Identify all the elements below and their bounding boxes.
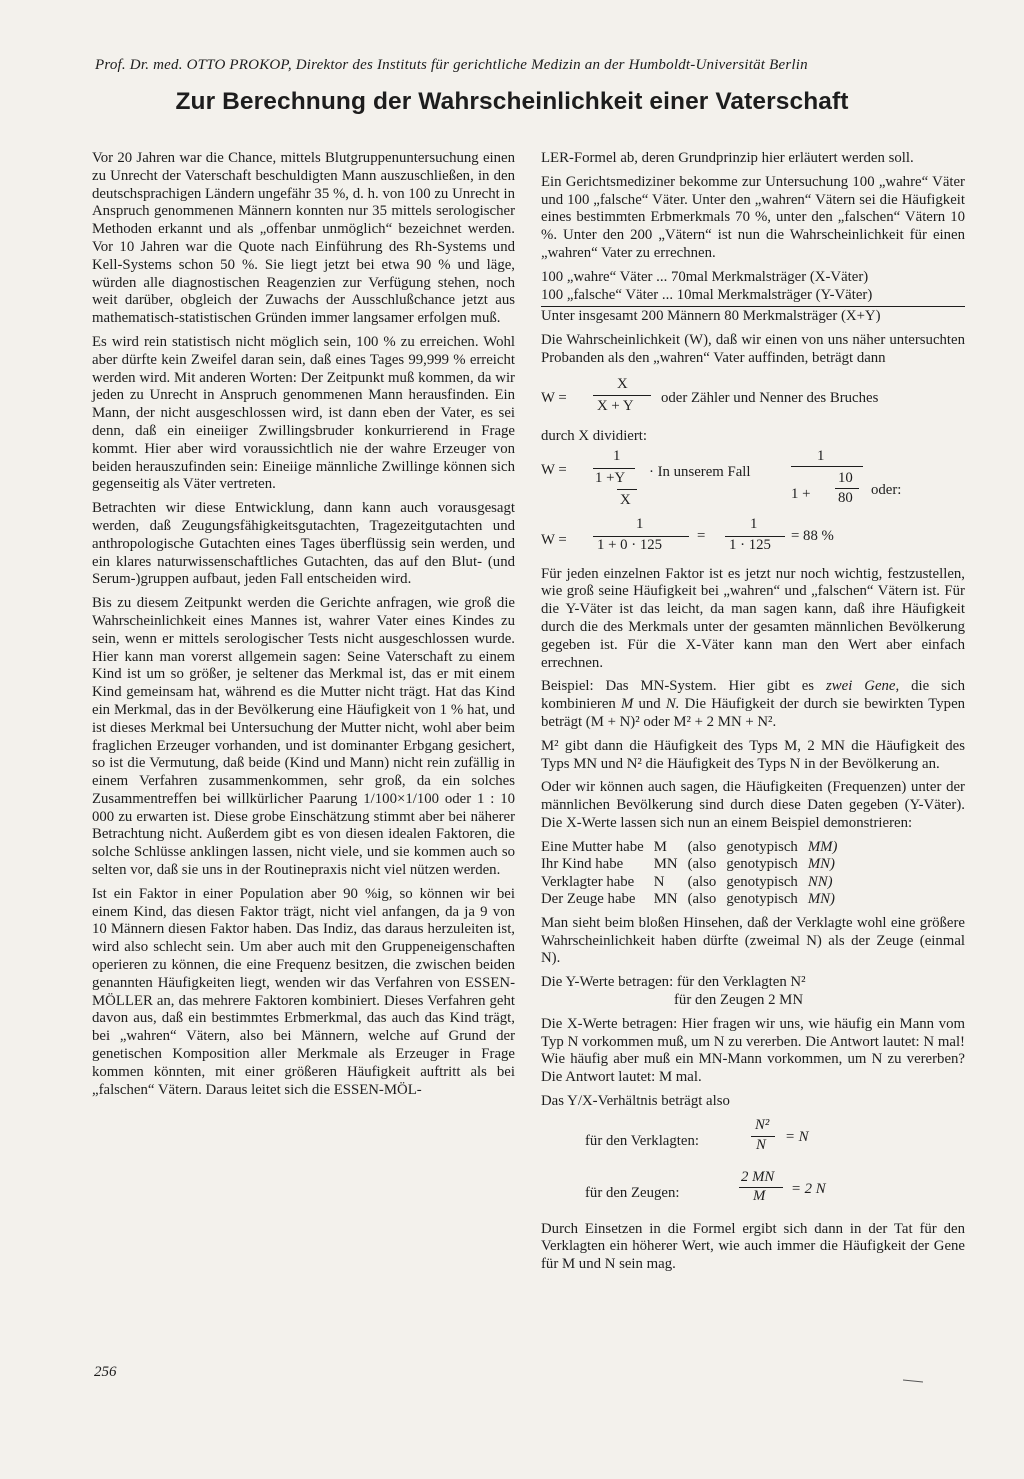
table-cell-code: MN) (807, 891, 835, 908)
formula-denominator-b: X (620, 491, 631, 508)
margin-mark (903, 1379, 923, 1383)
text-segment: Beispiel: Das MN-System. Hier gibt es (541, 678, 815, 695)
stat-line-total: Unter insgesamt 200 Männern 80 Merkmalsträger (X+Y) (541, 306, 965, 326)
paragraph: Ist ein Faktor in einer Population aber 90 %ig, so können wir bei einem Kind, das diesen Faktor trägt, nicht viel anfangen, da ja 9 von 10 Männern diesen Faktor haben. Das Indiz, das daraus herzuleiten ist, wird also schlecht sein. Um aber auch mit den Gruppeneigenschaften operieren zu können, die eine Frequenz besitzen, die zwischen beiden genannten Häufigkeiten liegt, wenden wir das Verfahren von ESSEN-MÖLLER an, das mehrere Faktoren kombiniert. Dieses Verfahren geht davon aus, daß ein bestimmtes Erbmerkmal, das auch das Kind trägt, bei „wahren“ Vätern, also bei Männern, welche auf Grund der genetischen Komposition aller Merkmale als Erzeuger in Frage kommen könnten, mit einer größeren Häufigkeit auftritt als bei „falschen“ Vätern. Daraus leitet sich die ESSEN-MÖL- (92, 885, 515, 1098)
paragraph: Durch Einsetzen in die Formel ergibt sich dann in der Tat für den Verklagten ein höherer Wert, wie auch immer die Häufigkeit der Gene für M und N sein mag. (541, 1220, 965, 1273)
ratio-denominator: M (753, 1187, 766, 1204)
fraction-bar (593, 395, 651, 396)
paragraph: Für jeden einzelnen Faktor ist es jetzt nur noch wichtig, festzustellen, wie groß seine Häufigkeit bei „wahren“ und „falschen“ Vätern ist. Für die Y-Väter ist das leicht, da man sagen kann, daß ihre Häufigkeit durch die des Merkmals unter der gesamten männlichen Bevölkerung gegeben ist. Für die X-Väter kann man den Wert aber einfach errechnen. (541, 565, 965, 671)
formula-result: = 88 % (791, 527, 834, 544)
paragraph: Vor 20 Jahren war die Chance, mittels Blutgruppenuntersuchung einen zu Unrecht der Vaterschaft beschuldigten Mann auszuschließen, in den deutschsprachigen Ländern ungefähr 35 %, d. h. von 100 zu Unrecht in Anspruch genommenen Männern konnten nur 35 mittels serologischer Methoden erkannt und als „offenbar unmöglich“ bezeichnet werden. Vor 10 Jahren war die Quote nach Einführung des Rh-Systems und Kell-Systems schon 50 %. Sie liegt jetzt bei etwa 90 % und läge, würden alle diagnostischen Reagenzien zur Verfügung stehen, noch weit darüber, obgleich der Zuwachs der Ausschlußchance jetzt aus mathematisch-statistischen Gründen immer langsamer erfolgen muß. (92, 150, 515, 327)
table-cell-role: Der Zeuge habe (541, 891, 636, 908)
paragraph: Es wird rein statistisch nicht möglich sein, 100 % zu erreichen. Wohl aber dürfte kein Zweifel daran sein, daß eines Tages 99,999 % erreicht werden wird. Mit anderen Worten: Der Zeitpunkt muß kommen, da wir jeden zu Unrecht in Anspruch genommenen Mann herausfinden. Ein Mann, der nicht ausgeschlossen wird, ist dann eben der Vater, es sei denn, daß ein eineiiger Zwillingsbruder konkurrierend in Frage kommt. Hier aber wird voraussichtlich nie der wahre Erzeuger von beiden herauszufinden sein: Eineiige männliche Zwillinge können sich gegenseitig als Väter vertreten. (92, 333, 515, 493)
formula-text: oder Zähler und Nenner des Bruches (661, 389, 879, 406)
table-cell-geno: genotypisch (726, 873, 798, 890)
ratio-result: = 2 N (791, 1180, 826, 1197)
y-values-line: Die Y-Werte betragen: für den Verklagten N² (541, 974, 806, 991)
formula-w-divided (541, 447, 965, 518)
formula-text: · In unserem Fall (649, 463, 751, 480)
formula-denominator-2: 1 · 125 (729, 536, 771, 553)
table-cell-also: (also (687, 838, 717, 855)
table-cell-role: Ihr Kind habe (541, 856, 624, 873)
table-cell-type: MN (653, 891, 678, 908)
ratio-numerator: N² (755, 1116, 770, 1133)
paragraph: Ein Gerichtsmediziner bekomme zur Untersuchung 100 „wahre“ Väter und 100 „falsche“ Väter. Unter den „wahren“ Vätern sei die Häufigkeit eines bestimmten Erbmerkmals 70 %, unter den „falschen“ Vätern 10 %. Unter den 200 „Vätern“ ist nun die Wahrscheinlichkeit für einen „wahren“ Vater zu errechnen. (541, 173, 965, 261)
formula-sub-numerator: 10 (838, 469, 853, 486)
text-segment: Die Häufigkeit der durch sie bewirkten Typen beträgt (M + N)² oder M² + 2 MN + N². (541, 696, 966, 730)
formula-lhs: W = (541, 531, 567, 548)
ratio-label: für den Verklagten: (585, 1132, 699, 1149)
formula-equals: = (697, 527, 706, 544)
stat-line-false-fathers: 100 „falsche“ Väter ... 10mal Merkmalsträger (Y-Väter) (541, 286, 873, 303)
text-emphasis: zwei Gene, (826, 678, 900, 695)
author-byline: Prof. Dr. med. OTTO PROKOP, Direktor des Instituts für gerichtliche Medizin an der Humboldt-Universität Berlin (95, 57, 808, 73)
formula-numerator-2: 1 (750, 515, 758, 532)
formula-numerator-2: 1 (817, 447, 825, 464)
father-statistics (541, 269, 965, 326)
page-number: 256 (94, 1364, 117, 1380)
table-cell-role: Eine Mutter habe (541, 838, 644, 855)
formula-w-result (541, 515, 965, 558)
fraction-bar (617, 489, 637, 490)
formula-tail: oder: (871, 481, 902, 498)
table-row (541, 874, 837, 892)
text-emphasis: M (620, 696, 634, 713)
right-column (541, 150, 965, 1280)
stat-line-true-fathers: 100 „wahre“ Väter ... 70mal Merkmalsträger (X-Väter) (541, 268, 869, 285)
formula-numerator: 1 (636, 515, 644, 532)
table-cell-geno: genotypisch (726, 838, 798, 855)
text-segment: und (638, 696, 661, 713)
formula-numerator: X (617, 375, 628, 392)
paragraph: Das Y/X-Verhältnis beträgt also (541, 1092, 730, 1109)
table-cell-geno: genotypisch (726, 891, 798, 908)
formula-numerator: 1 (613, 447, 621, 464)
fraction-bar (835, 488, 859, 489)
table-cell-type: MN (653, 856, 678, 873)
table-cell-also: (also (687, 873, 717, 890)
ratio-label: für den Zeugen: (585, 1184, 680, 1201)
y-values-line: für den Zeugen 2 MN (674, 991, 804, 1008)
ratio-denominator: N (756, 1136, 766, 1153)
paragraph: LER-Formel ab, deren Grundprinzip hier erläutert werden soll. (541, 150, 914, 166)
ratio-numerator: 2 MN (741, 1168, 775, 1185)
table-cell-also: (also (687, 856, 717, 873)
table-row (541, 856, 837, 874)
formula-denominator: 1 + 0 · 125 (597, 536, 663, 553)
fraction-bar (791, 466, 863, 467)
formula-denominator: X + Y (597, 397, 634, 414)
paragraph-mn-example (541, 678, 965, 731)
table-cell-also: (also (687, 891, 717, 908)
ratio-result: = N (785, 1128, 809, 1145)
y-values-block (541, 974, 965, 1010)
paragraph: Betrachten wir diese Entwicklung, dann kann auch vorausgesagt werden, daß Zeugungsfähigkeitsgutachten, Tragezeitgutachten und anthropologische Gutachten eines Tages überflüssig sein werden, und ein klares naturwissenschaftliches Gutachten, das auf den Blut- (und Serum-)gruppen aufbaut, jeden Fall entscheiden wird. (92, 500, 515, 588)
formula-denominator-a: 1 +Y (595, 469, 626, 486)
table-cell-type: M (653, 838, 667, 855)
formula-w-basic (541, 374, 965, 422)
left-column (92, 150, 515, 1105)
text-emphasis: N. (665, 696, 680, 713)
formula-sub-denominator: 80 (838, 489, 853, 506)
article-title: Zur Berechnung der Wahrscheinlichkeit einer Vaterschaft (175, 88, 849, 115)
paragraph: Die X-Werte betragen: Hier fragen wir uns, wie häufig ein Mann vom Typ N vorkommen muß, um N zu vererben. Die Antwort lautet: N mal! Wie häufig aber muß ein MN-Mann vorkommen, um N zu vererben? Die Antwort lautet: M mal. (541, 1015, 965, 1086)
mn-genotype-table (541, 839, 837, 909)
text-segment: die sich kombinieren (541, 678, 966, 713)
ratio-formulas (541, 1117, 965, 1217)
paragraph: Bis zu diesem Zeitpunkt werden die Gerichte anfragen, wie groß die Wahrscheinlichkeit eines Mannes ist, wahrer Vater eines Kindes zu sein, wenn er mittels serologischer Tests nicht ausgeschlossen wurde. Hier kann man vorerst allgemein sagen: Seine Vaterschaft zu einem Kind ist um so größer, je seltener das Merkmal ist, das er mit einem Kind gemeinsam hat, während es die Mutter nicht trägt. Hat das Kind ein Merkmal, das in der Bevölkerung eine Häufigkeit von 1 % hat, und ist dieses Merkmal bei Untersuchung der Mutter nicht, wohl aber beim fraglichen Erzeuger vorhanden, und ist dominanter Erbgang gesichert, so ist die Vermutung, daß beide (Kind und Mann) nicht rein zufällig in einem Verfahren zusammenkommen, sehr groß, da ein solches Zusammentreffen bei willkürlicher Paarung 1/100×1/100 oder 1 : 10 000 zu erwarten ist. Diese grobe Einschätzung stimmt aber bei näherer Betrachtung nicht. Außerdem gibt es von diesen idealen Faktoren, die solche Schlüsse anklingen lassen, nicht viele, und sie kommen auch so selten vor, daß sie uns in der Routinepraxis nicht viel nützen werden. (92, 595, 515, 879)
paragraph: Die Wahrscheinlichkeit (W), daß wir einen von uns näher untersuchten Probanden als den „wahren“ Vater auffinden, beträgt dann (541, 332, 965, 366)
paragraph: Oder wir können auch sagen, die Häufigkeiten (Frequenzen) unter der männlichen Bevölkerung sind durch diese Daten gegeben (Y-Väter). Die X-Werte lassen sich nun an einem Beispiel demonstrieren: (541, 779, 965, 831)
table-cell-code: MN) (807, 856, 835, 873)
fraction-bar (593, 468, 635, 469)
formula-lhs: W = (541, 461, 567, 478)
table-cell-type: N (653, 873, 665, 890)
table-cell-geno: genotypisch (726, 856, 798, 873)
table-cell-role: Verklagter habe (541, 873, 635, 890)
formula-lhs: W = (541, 389, 567, 406)
table-cell-code: MM) (807, 838, 838, 855)
formula-denominator-2: 1 + (791, 485, 811, 502)
paragraph: durch X dividiert: (541, 427, 648, 444)
table-row (541, 839, 837, 857)
table-row (541, 891, 837, 909)
paragraph: M² gibt dann die Häufigkeit des Typs M, 2 MN die Häufigkeit des Typs MN und N² die Häufigkeit des Typs N in der Bevölkerung an. (541, 737, 965, 772)
table-cell-code: NN) (807, 873, 833, 890)
paragraph: Man sieht beim bloßen Hinsehen, daß der Verklagte wohl eine größere Wahrscheinlichkeit haben dürfte (zweimal N) als der Zeuge (einmal N). (541, 914, 965, 967)
